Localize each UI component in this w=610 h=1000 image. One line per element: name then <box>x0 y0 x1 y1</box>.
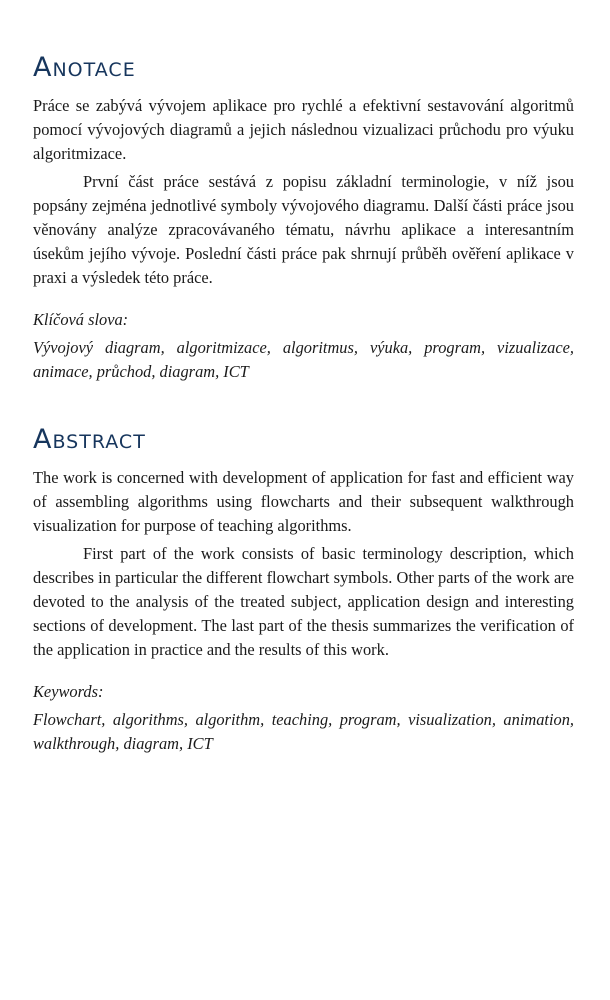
abstract-keywords-label: Keywords: <box>33 682 104 701</box>
abstract-section <box>33 422 574 756</box>
anotace-keywords: Vývojový diagram, algoritmizace, algoritmus, výuka, program, vizualizace, animace, průchod, diagram, ICT <box>33 338 574 381</box>
document-page <box>33 50 574 756</box>
anotace-section <box>33 50 574 384</box>
abstract-paragraph-1: The work is concerned with development of application for fast and efficient way of assembling algorithms using flowcharts and their subsequent walkthrough visualization for purpose of teaching algorithms. <box>33 468 574 535</box>
anotace-heading: Anotace <box>33 52 136 83</box>
anotace-paragraph-2: První část práce sestává z popisu základní terminologie, v níž jsou popsány zejména jednotlivé symboly vývojového diagramu. Další části práce jsou věnovány analýze zpracovávaného tématu, návrhu aplikace a interesantním úsekům jejího vývoje. Poslední části práce pak shrnují průběh ověření aplikace v praxi a výsledek této práce. <box>33 172 574 287</box>
anotace-keywords-label: Klíčová slova: <box>33 310 129 329</box>
anotace-paragraph-1: Práce se zabývá vývojem aplikace pro rychlé a efektivní sestavování algoritmů pomocí vývojových diagramů a jejich následnou vizualizaci průchodu pro výuku algoritmizace. <box>33 96 574 163</box>
abstract-keywords: Flowchart, algorithms, algorithm, teaching, program, visualization, animation, walkthrough, diagram, ICT <box>33 710 574 753</box>
abstract-paragraph-2: First part of the work consists of basic terminology description, which describes in particular the different flowchart symbols. Other parts of the work are devoted to the analysis of the treated subject, application design and interesting sections of development. The last part of the thesis summarizes the verification of the application in practice and the results of this work. <box>33 544 574 659</box>
abstract-heading: Abstract <box>33 424 146 455</box>
